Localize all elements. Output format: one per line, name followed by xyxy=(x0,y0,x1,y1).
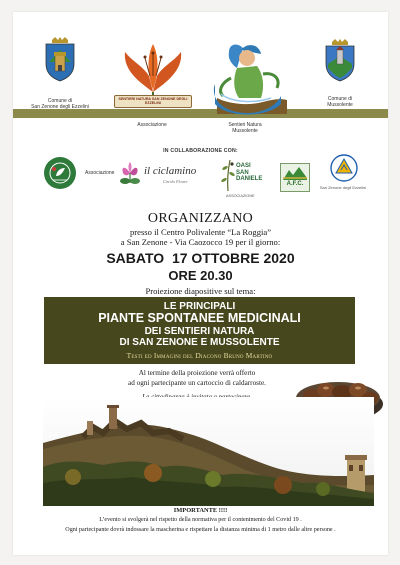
comune-left-caption: Comune di San Zenone degli Ezzelini xyxy=(31,98,89,110)
assoc-left-caption: Associazione xyxy=(137,122,167,128)
mussolente-crest-icon xyxy=(323,38,357,82)
oasi-label: ASSOCIAZIONE xyxy=(226,194,255,198)
location-line-2: a San Zenone - Via Caozocco 19 per il giorno: xyxy=(120,237,281,247)
event-date: SABATO 17 OTTOBRE 2020 xyxy=(106,250,295,266)
water-nymph-illustration-icon xyxy=(207,38,291,118)
banner-credits: Testi ed Immagini del Diacono Bruno Martino xyxy=(126,351,273,360)
assoc-right-caption: Sentieri Natura Mussolente xyxy=(228,122,262,134)
assoc-prefix-label: Associazione xyxy=(85,170,115,176)
proiezione-line: Proiezione diapositive sul tema: xyxy=(145,286,256,296)
footer-line-2: Ogni partecipante dovrà indossare la mascherina e rispettare la distanza minima di 1 metro dalle altre persone . xyxy=(65,527,336,533)
olive-branch-icon xyxy=(221,158,235,192)
afc-logo xyxy=(280,163,310,192)
banner-line-4: DI SAN ZENONE E MUSSOLENTE xyxy=(119,337,280,348)
sentieri-banner-text: SENTIERI NATURA SAN ZENONE DEGLI EZZELINI xyxy=(118,96,188,105)
ciclamino-sub: Circolo Flower xyxy=(163,179,188,184)
san-zenone-crest-icon xyxy=(43,36,77,82)
comune-right-caption: Comune di Mussolente xyxy=(327,96,353,108)
location-line-1: presso il Centro Polivalente “La Roggia” xyxy=(129,227,272,237)
organizzano-heading: ORGANIZZANO xyxy=(147,211,254,226)
afc-landscape-icon xyxy=(283,166,307,180)
cyclamen-flower-icon xyxy=(117,161,143,185)
header-stripe xyxy=(13,109,388,118)
offer-line-2: ad ogni partecipante un cartoccio di caldarroste. xyxy=(128,379,266,387)
protezione-caption: San Zenone degli Ezzelini xyxy=(319,185,367,190)
banner-line-2: PIANTE SPONTANEE MEDICINALI xyxy=(98,311,301,325)
banner-line-3: DEI SENTIERI NATURA xyxy=(144,326,255,337)
footer-line-1: L’evento si svolgerà nel rispetto della normativa per il contenimento del Covid 19 . xyxy=(99,517,302,523)
important-heading: IMPORTANTE !!!! xyxy=(173,507,228,514)
flyer-page xyxy=(13,12,388,555)
hills-landscape-photo xyxy=(43,397,374,506)
oasi-name: OASI SAN DANIELE xyxy=(236,163,263,182)
green-circle-logo-icon xyxy=(43,156,77,190)
banner-line-1: LE PRINCIPALI xyxy=(163,301,236,312)
ciclamino-name: il ciclamino xyxy=(144,165,197,177)
afc-text: A.F.C. xyxy=(286,181,304,187)
collab-heading: IN COLLABORAZIONE CON: xyxy=(163,148,238,154)
protezione-civile-logo-icon xyxy=(330,153,358,183)
offer-line-1: Al termine della proiezione verrà offerto xyxy=(138,369,256,377)
event-time: ORE 20.30 xyxy=(168,268,233,283)
title-banner xyxy=(44,297,355,364)
sentieri-banner-ribbon xyxy=(114,95,192,108)
